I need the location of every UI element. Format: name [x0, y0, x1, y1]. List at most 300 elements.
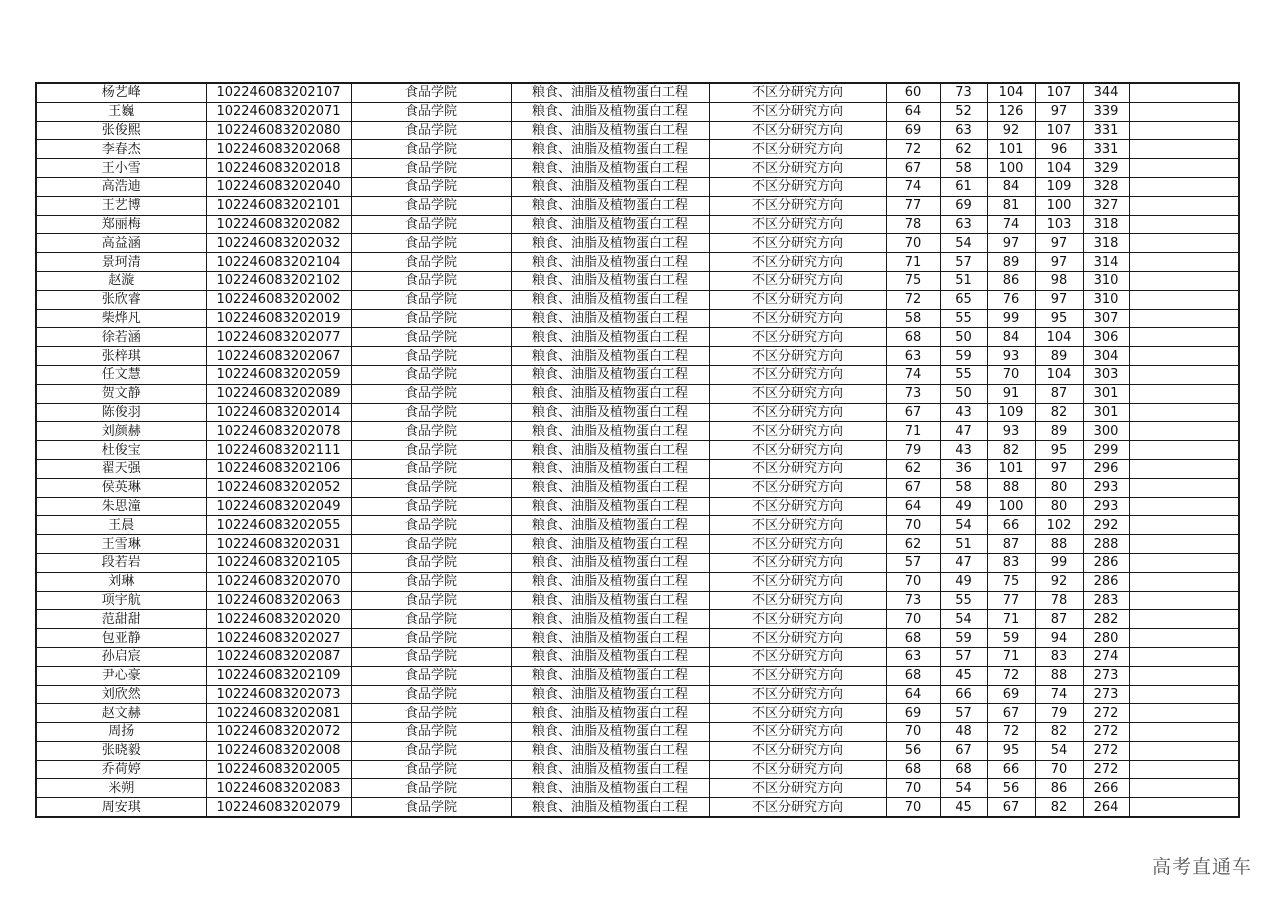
subject1-score-cell: 87: [987, 535, 1035, 554]
name-cell: 赵文赫: [36, 704, 206, 723]
college-cell: 食品学院: [351, 384, 511, 403]
name-cell: 范甜甜: [36, 610, 206, 629]
politics-score-cell: 70: [886, 610, 940, 629]
politics-score-cell: 67: [886, 403, 940, 422]
total-score-cell: 307: [1083, 309, 1129, 328]
total-score-cell: 283: [1083, 591, 1129, 610]
table-row: [36, 140, 1239, 159]
table-row: [36, 741, 1239, 760]
subject2-score-cell: 87: [1035, 384, 1083, 403]
exam-id-cell: 102246083202002: [206, 290, 351, 309]
name-cell: 杜俊宝: [36, 441, 206, 460]
exam-id-cell: 102246083202019: [206, 309, 351, 328]
total-score-cell: 288: [1083, 535, 1129, 554]
college-cell: 食品学院: [351, 647, 511, 666]
subject2-score-cell: 78: [1035, 591, 1083, 610]
exam-id-cell: 102246083202101: [206, 196, 351, 215]
english-score-cell: 45: [940, 666, 987, 685]
remark-cell: [1129, 459, 1239, 478]
subject2-score-cell: 83: [1035, 647, 1083, 666]
subject1-score-cell: 101: [987, 459, 1035, 478]
politics-score-cell: 67: [886, 478, 940, 497]
college-cell: 食品学院: [351, 234, 511, 253]
exam-id-cell: 102246083202052: [206, 478, 351, 497]
direction-cell: 不区分研究方向: [709, 478, 886, 497]
subject1-score-cell: 91: [987, 384, 1035, 403]
name-cell: 陈俊羽: [36, 403, 206, 422]
politics-score-cell: 68: [886, 760, 940, 779]
direction-cell: 不区分研究方向: [709, 666, 886, 685]
remark-cell: [1129, 760, 1239, 779]
total-score-cell: 314: [1083, 253, 1129, 272]
major-cell: 粮食、油脂及植物蛋白工程: [511, 535, 709, 554]
politics-score-cell: 78: [886, 215, 940, 234]
college-cell: 食品学院: [351, 365, 511, 384]
remark-cell: [1129, 309, 1239, 328]
major-cell: 粮食、油脂及植物蛋白工程: [511, 177, 709, 196]
direction-cell: 不区分研究方向: [709, 253, 886, 272]
college-cell: 食品学院: [351, 328, 511, 347]
english-score-cell: 63: [940, 215, 987, 234]
exam-id-cell: 102246083202080: [206, 121, 351, 140]
subject1-score-cell: 75: [987, 572, 1035, 591]
subject1-score-cell: 72: [987, 666, 1035, 685]
major-cell: 粮食、油脂及植物蛋白工程: [511, 159, 709, 178]
major-cell: 粮食、油脂及植物蛋白工程: [511, 290, 709, 309]
score-table: [35, 82, 1240, 818]
college-cell: 食品学院: [351, 553, 511, 572]
politics-score-cell: 57: [886, 553, 940, 572]
exam-id-cell: 102246083202063: [206, 591, 351, 610]
subject2-score-cell: 82: [1035, 403, 1083, 422]
subject1-score-cell: 109: [987, 403, 1035, 422]
remark-cell: [1129, 666, 1239, 685]
major-cell: 粮食、油脂及植物蛋白工程: [511, 553, 709, 572]
english-score-cell: 52: [940, 102, 987, 121]
english-score-cell: 63: [940, 121, 987, 140]
subject2-score-cell: 97: [1035, 459, 1083, 478]
total-score-cell: 310: [1083, 271, 1129, 290]
college-cell: 食品学院: [351, 403, 511, 422]
name-cell: 任文慧: [36, 365, 206, 384]
remark-cell: [1129, 290, 1239, 309]
exam-id-cell: 102246083202027: [206, 629, 351, 648]
subject2-score-cell: 95: [1035, 441, 1083, 460]
total-score-cell: 273: [1083, 666, 1129, 685]
subject1-score-cell: 100: [987, 497, 1035, 516]
exam-id-cell: 102246083202018: [206, 159, 351, 178]
major-cell: 粮食、油脂及植物蛋白工程: [511, 102, 709, 121]
name-cell: 景珂清: [36, 253, 206, 272]
total-score-cell: 273: [1083, 685, 1129, 704]
politics-score-cell: 67: [886, 159, 940, 178]
major-cell: 粮食、油脂及植物蛋白工程: [511, 234, 709, 253]
politics-score-cell: 69: [886, 121, 940, 140]
subject1-score-cell: 71: [987, 610, 1035, 629]
college-cell: 食品学院: [351, 610, 511, 629]
major-cell: 粮食、油脂及植物蛋白工程: [511, 666, 709, 685]
total-score-cell: 299: [1083, 441, 1129, 460]
major-cell: 粮食、油脂及植物蛋白工程: [511, 328, 709, 347]
exam-id-cell: 102246083202079: [206, 798, 351, 817]
name-cell: 张梓琪: [36, 347, 206, 366]
subject2-score-cell: 103: [1035, 215, 1083, 234]
college-cell: 食品学院: [351, 535, 511, 554]
table-row: [36, 723, 1239, 742]
subject2-score-cell: 104: [1035, 159, 1083, 178]
college-cell: 食品学院: [351, 121, 511, 140]
total-score-cell: 280: [1083, 629, 1129, 648]
subject1-score-cell: 71: [987, 647, 1035, 666]
politics-score-cell: 73: [886, 591, 940, 610]
table-row: [36, 215, 1239, 234]
major-cell: 粮食、油脂及植物蛋白工程: [511, 647, 709, 666]
table-row: [36, 83, 1239, 102]
politics-score-cell: 75: [886, 271, 940, 290]
subject2-score-cell: 95: [1035, 309, 1083, 328]
remark-cell: [1129, 403, 1239, 422]
table-row: [36, 478, 1239, 497]
direction-cell: 不区分研究方向: [709, 403, 886, 422]
table-row: [36, 760, 1239, 779]
total-score-cell: 318: [1083, 215, 1129, 234]
direction-cell: 不区分研究方向: [709, 441, 886, 460]
english-score-cell: 65: [940, 290, 987, 309]
direction-cell: 不区分研究方向: [709, 159, 886, 178]
remark-cell: [1129, 647, 1239, 666]
exam-id-cell: 102246083202014: [206, 403, 351, 422]
english-score-cell: 55: [940, 365, 987, 384]
exam-id-cell: 102246083202071: [206, 102, 351, 121]
english-score-cell: 67: [940, 741, 987, 760]
table-row: [36, 271, 1239, 290]
table-row: [36, 234, 1239, 253]
politics-score-cell: 60: [886, 83, 940, 102]
college-cell: 食品学院: [351, 497, 511, 516]
direction-cell: 不区分研究方向: [709, 83, 886, 102]
exam-id-cell: 102246083202081: [206, 704, 351, 723]
direction-cell: 不区分研究方向: [709, 177, 886, 196]
subject2-score-cell: 70: [1035, 760, 1083, 779]
major-cell: 粮食、油脂及植物蛋白工程: [511, 741, 709, 760]
table-row: [36, 572, 1239, 591]
exam-id-cell: 102246083202049: [206, 497, 351, 516]
politics-score-cell: 62: [886, 535, 940, 554]
politics-score-cell: 70: [886, 234, 940, 253]
total-score-cell: 339: [1083, 102, 1129, 121]
subject2-score-cell: 80: [1035, 497, 1083, 516]
college-cell: 食品学院: [351, 177, 511, 196]
table-row: [36, 102, 1239, 121]
college-cell: 食品学院: [351, 478, 511, 497]
subject2-score-cell: 86: [1035, 779, 1083, 798]
remark-cell: [1129, 234, 1239, 253]
major-cell: 粮食、油脂及植物蛋白工程: [511, 478, 709, 497]
exam-id-cell: 102246083202109: [206, 666, 351, 685]
exam-id-cell: 102246083202068: [206, 140, 351, 159]
name-cell: 项宇航: [36, 591, 206, 610]
name-cell: 孙启宸: [36, 647, 206, 666]
politics-score-cell: 62: [886, 459, 940, 478]
direction-cell: 不区分研究方向: [709, 384, 886, 403]
total-score-cell: 266: [1083, 779, 1129, 798]
college-cell: 食品学院: [351, 760, 511, 779]
table-row: [36, 441, 1239, 460]
politics-score-cell: 72: [886, 290, 940, 309]
subject1-score-cell: 81: [987, 196, 1035, 215]
name-cell: 高益涵: [36, 234, 206, 253]
remark-cell: [1129, 196, 1239, 215]
major-cell: 粮食、油脂及植物蛋白工程: [511, 121, 709, 140]
politics-score-cell: 70: [886, 723, 940, 742]
total-score-cell: 304: [1083, 347, 1129, 366]
subject1-score-cell: 126: [987, 102, 1035, 121]
politics-score-cell: 68: [886, 629, 940, 648]
college-cell: 食品学院: [351, 685, 511, 704]
english-score-cell: 69: [940, 196, 987, 215]
name-cell: 尹心豪: [36, 666, 206, 685]
total-score-cell: 310: [1083, 290, 1129, 309]
college-cell: 食品学院: [351, 459, 511, 478]
english-score-cell: 58: [940, 478, 987, 497]
college-cell: 食品学院: [351, 704, 511, 723]
major-cell: 粮食、油脂及植物蛋白工程: [511, 347, 709, 366]
direction-cell: 不区分研究方向: [709, 422, 886, 441]
remark-cell: [1129, 347, 1239, 366]
remark-cell: [1129, 422, 1239, 441]
english-score-cell: 51: [940, 271, 987, 290]
name-cell: 周安琪: [36, 798, 206, 817]
remark-cell: [1129, 121, 1239, 140]
subject2-score-cell: 102: [1035, 516, 1083, 535]
name-cell: 张晓毅: [36, 741, 206, 760]
remark-cell: [1129, 704, 1239, 723]
table-row: [36, 647, 1239, 666]
table-row: [36, 253, 1239, 272]
name-cell: 杨艺峰: [36, 83, 206, 102]
direction-cell: 不区分研究方向: [709, 647, 886, 666]
remark-cell: [1129, 328, 1239, 347]
college-cell: 食品学院: [351, 572, 511, 591]
exam-id-cell: 102246083202005: [206, 760, 351, 779]
politics-score-cell: 63: [886, 347, 940, 366]
exam-id-cell: 102246083202059: [206, 365, 351, 384]
direction-cell: 不区分研究方向: [709, 271, 886, 290]
name-cell: 侯英琳: [36, 478, 206, 497]
name-cell: 王晨: [36, 516, 206, 535]
direction-cell: 不区分研究方向: [709, 610, 886, 629]
name-cell: 李春杰: [36, 140, 206, 159]
subject2-score-cell: 97: [1035, 290, 1083, 309]
politics-score-cell: 70: [886, 572, 940, 591]
direction-cell: 不区分研究方向: [709, 591, 886, 610]
college-cell: 食品学院: [351, 723, 511, 742]
subject2-score-cell: 88: [1035, 666, 1083, 685]
college-cell: 食品学院: [351, 591, 511, 610]
english-score-cell: 54: [940, 234, 987, 253]
english-score-cell: 57: [940, 647, 987, 666]
direction-cell: 不区分研究方向: [709, 535, 886, 554]
exam-id-cell: 102246083202111: [206, 441, 351, 460]
name-cell: 刘颜赫: [36, 422, 206, 441]
politics-score-cell: 56: [886, 741, 940, 760]
remark-cell: [1129, 798, 1239, 817]
name-cell: 赵漩: [36, 271, 206, 290]
subject1-score-cell: 84: [987, 328, 1035, 347]
name-cell: 王艺博: [36, 196, 206, 215]
subject2-score-cell: 99: [1035, 553, 1083, 572]
table-body: [36, 83, 1239, 817]
total-score-cell: 344: [1083, 83, 1129, 102]
politics-score-cell: 64: [886, 102, 940, 121]
direction-cell: 不区分研究方向: [709, 459, 886, 478]
name-cell: 刘琳: [36, 572, 206, 591]
total-score-cell: 296: [1083, 459, 1129, 478]
politics-score-cell: 74: [886, 177, 940, 196]
exam-id-cell: 102246083202107: [206, 83, 351, 102]
subject1-score-cell: 100: [987, 159, 1035, 178]
table-row: [36, 704, 1239, 723]
remark-cell: [1129, 140, 1239, 159]
exam-id-cell: 102246083202104: [206, 253, 351, 272]
politics-score-cell: 69: [886, 704, 940, 723]
remark-cell: [1129, 253, 1239, 272]
subject2-score-cell: 80: [1035, 478, 1083, 497]
direction-cell: 不区分研究方向: [709, 328, 886, 347]
exam-id-cell: 102246083202105: [206, 553, 351, 572]
subject1-score-cell: 89: [987, 253, 1035, 272]
name-cell: 翟天强: [36, 459, 206, 478]
table-row: [36, 779, 1239, 798]
politics-score-cell: 73: [886, 384, 940, 403]
table-row: [36, 553, 1239, 572]
direction-cell: 不区分研究方向: [709, 760, 886, 779]
remark-cell: [1129, 685, 1239, 704]
major-cell: 粮食、油脂及植物蛋白工程: [511, 215, 709, 234]
direction-cell: 不区分研究方向: [709, 798, 886, 817]
major-cell: 粮食、油脂及植物蛋白工程: [511, 723, 709, 742]
subject2-score-cell: 82: [1035, 723, 1083, 742]
subject1-score-cell: 72: [987, 723, 1035, 742]
total-score-cell: 327: [1083, 196, 1129, 215]
major-cell: 粮食、油脂及植物蛋白工程: [511, 403, 709, 422]
name-cell: 段若岩: [36, 553, 206, 572]
table-row: [36, 328, 1239, 347]
english-score-cell: 54: [940, 610, 987, 629]
college-cell: 食品学院: [351, 666, 511, 685]
exam-id-cell: 102246083202072: [206, 723, 351, 742]
subject1-score-cell: 82: [987, 441, 1035, 460]
direction-cell: 不区分研究方向: [709, 572, 886, 591]
subject1-score-cell: 104: [987, 83, 1035, 102]
subject1-score-cell: 66: [987, 516, 1035, 535]
table-row: [36, 121, 1239, 140]
table-row: [36, 347, 1239, 366]
table-row: [36, 290, 1239, 309]
total-score-cell: 300: [1083, 422, 1129, 441]
major-cell: 粮食、油脂及植物蛋白工程: [511, 497, 709, 516]
exam-id-cell: 102246083202020: [206, 610, 351, 629]
remark-cell: [1129, 591, 1239, 610]
subject2-score-cell: 89: [1035, 347, 1083, 366]
subject2-score-cell: 82: [1035, 798, 1083, 817]
politics-score-cell: 70: [886, 516, 940, 535]
college-cell: 食品学院: [351, 422, 511, 441]
table-row: [36, 516, 1239, 535]
direction-cell: 不区分研究方向: [709, 704, 886, 723]
english-score-cell: 66: [940, 685, 987, 704]
major-cell: 粮食、油脂及植物蛋白工程: [511, 422, 709, 441]
name-cell: 张欣睿: [36, 290, 206, 309]
major-cell: 粮食、油脂及植物蛋白工程: [511, 384, 709, 403]
major-cell: 粮食、油脂及植物蛋白工程: [511, 760, 709, 779]
name-cell: 周扬: [36, 723, 206, 742]
name-cell: 乔荷婷: [36, 760, 206, 779]
total-score-cell: 272: [1083, 723, 1129, 742]
total-score-cell: 293: [1083, 497, 1129, 516]
remark-cell: [1129, 723, 1239, 742]
table-row: [36, 610, 1239, 629]
total-score-cell: 274: [1083, 647, 1129, 666]
total-score-cell: 303: [1083, 365, 1129, 384]
major-cell: 粮食、油脂及植物蛋白工程: [511, 591, 709, 610]
subject1-score-cell: 93: [987, 422, 1035, 441]
table-row: [36, 422, 1239, 441]
total-score-cell: 293: [1083, 478, 1129, 497]
exam-id-cell: 102246083202077: [206, 328, 351, 347]
name-cell: 刘欣然: [36, 685, 206, 704]
english-score-cell: 51: [940, 535, 987, 554]
college-cell: 食品学院: [351, 516, 511, 535]
college-cell: 食品学院: [351, 290, 511, 309]
exam-id-cell: 102246083202102: [206, 271, 351, 290]
subject1-score-cell: 76: [987, 290, 1035, 309]
subject1-score-cell: 74: [987, 215, 1035, 234]
direction-cell: 不区分研究方向: [709, 102, 886, 121]
remark-cell: [1129, 159, 1239, 178]
subject1-score-cell: 92: [987, 121, 1035, 140]
direction-cell: 不区分研究方向: [709, 723, 886, 742]
watermark-text: 高考直通车: [1151, 856, 1252, 878]
exam-id-cell: 102246083202106: [206, 459, 351, 478]
name-cell: 米朔: [36, 779, 206, 798]
major-cell: 粮食、油脂及植物蛋白工程: [511, 365, 709, 384]
subject2-score-cell: 100: [1035, 196, 1083, 215]
english-score-cell: 55: [940, 309, 987, 328]
major-cell: 粮食、油脂及植物蛋白工程: [511, 459, 709, 478]
subject2-score-cell: 94: [1035, 629, 1083, 648]
table-row: [36, 497, 1239, 516]
subject1-score-cell: 86: [987, 271, 1035, 290]
name-cell: 徐若涵: [36, 328, 206, 347]
total-score-cell: 301: [1083, 403, 1129, 422]
direction-cell: 不区分研究方向: [709, 497, 886, 516]
english-score-cell: 45: [940, 798, 987, 817]
remark-cell: [1129, 572, 1239, 591]
subject2-score-cell: 88: [1035, 535, 1083, 554]
major-cell: 粮食、油脂及植物蛋白工程: [511, 196, 709, 215]
subject1-score-cell: 59: [987, 629, 1035, 648]
total-score-cell: 331: [1083, 121, 1129, 140]
total-score-cell: 286: [1083, 553, 1129, 572]
english-score-cell: 47: [940, 422, 987, 441]
remark-cell: [1129, 497, 1239, 516]
english-score-cell: 50: [940, 328, 987, 347]
exam-id-cell: 102246083202055: [206, 516, 351, 535]
major-cell: 粮食、油脂及植物蛋白工程: [511, 309, 709, 328]
remark-cell: [1129, 271, 1239, 290]
politics-score-cell: 68: [886, 666, 940, 685]
